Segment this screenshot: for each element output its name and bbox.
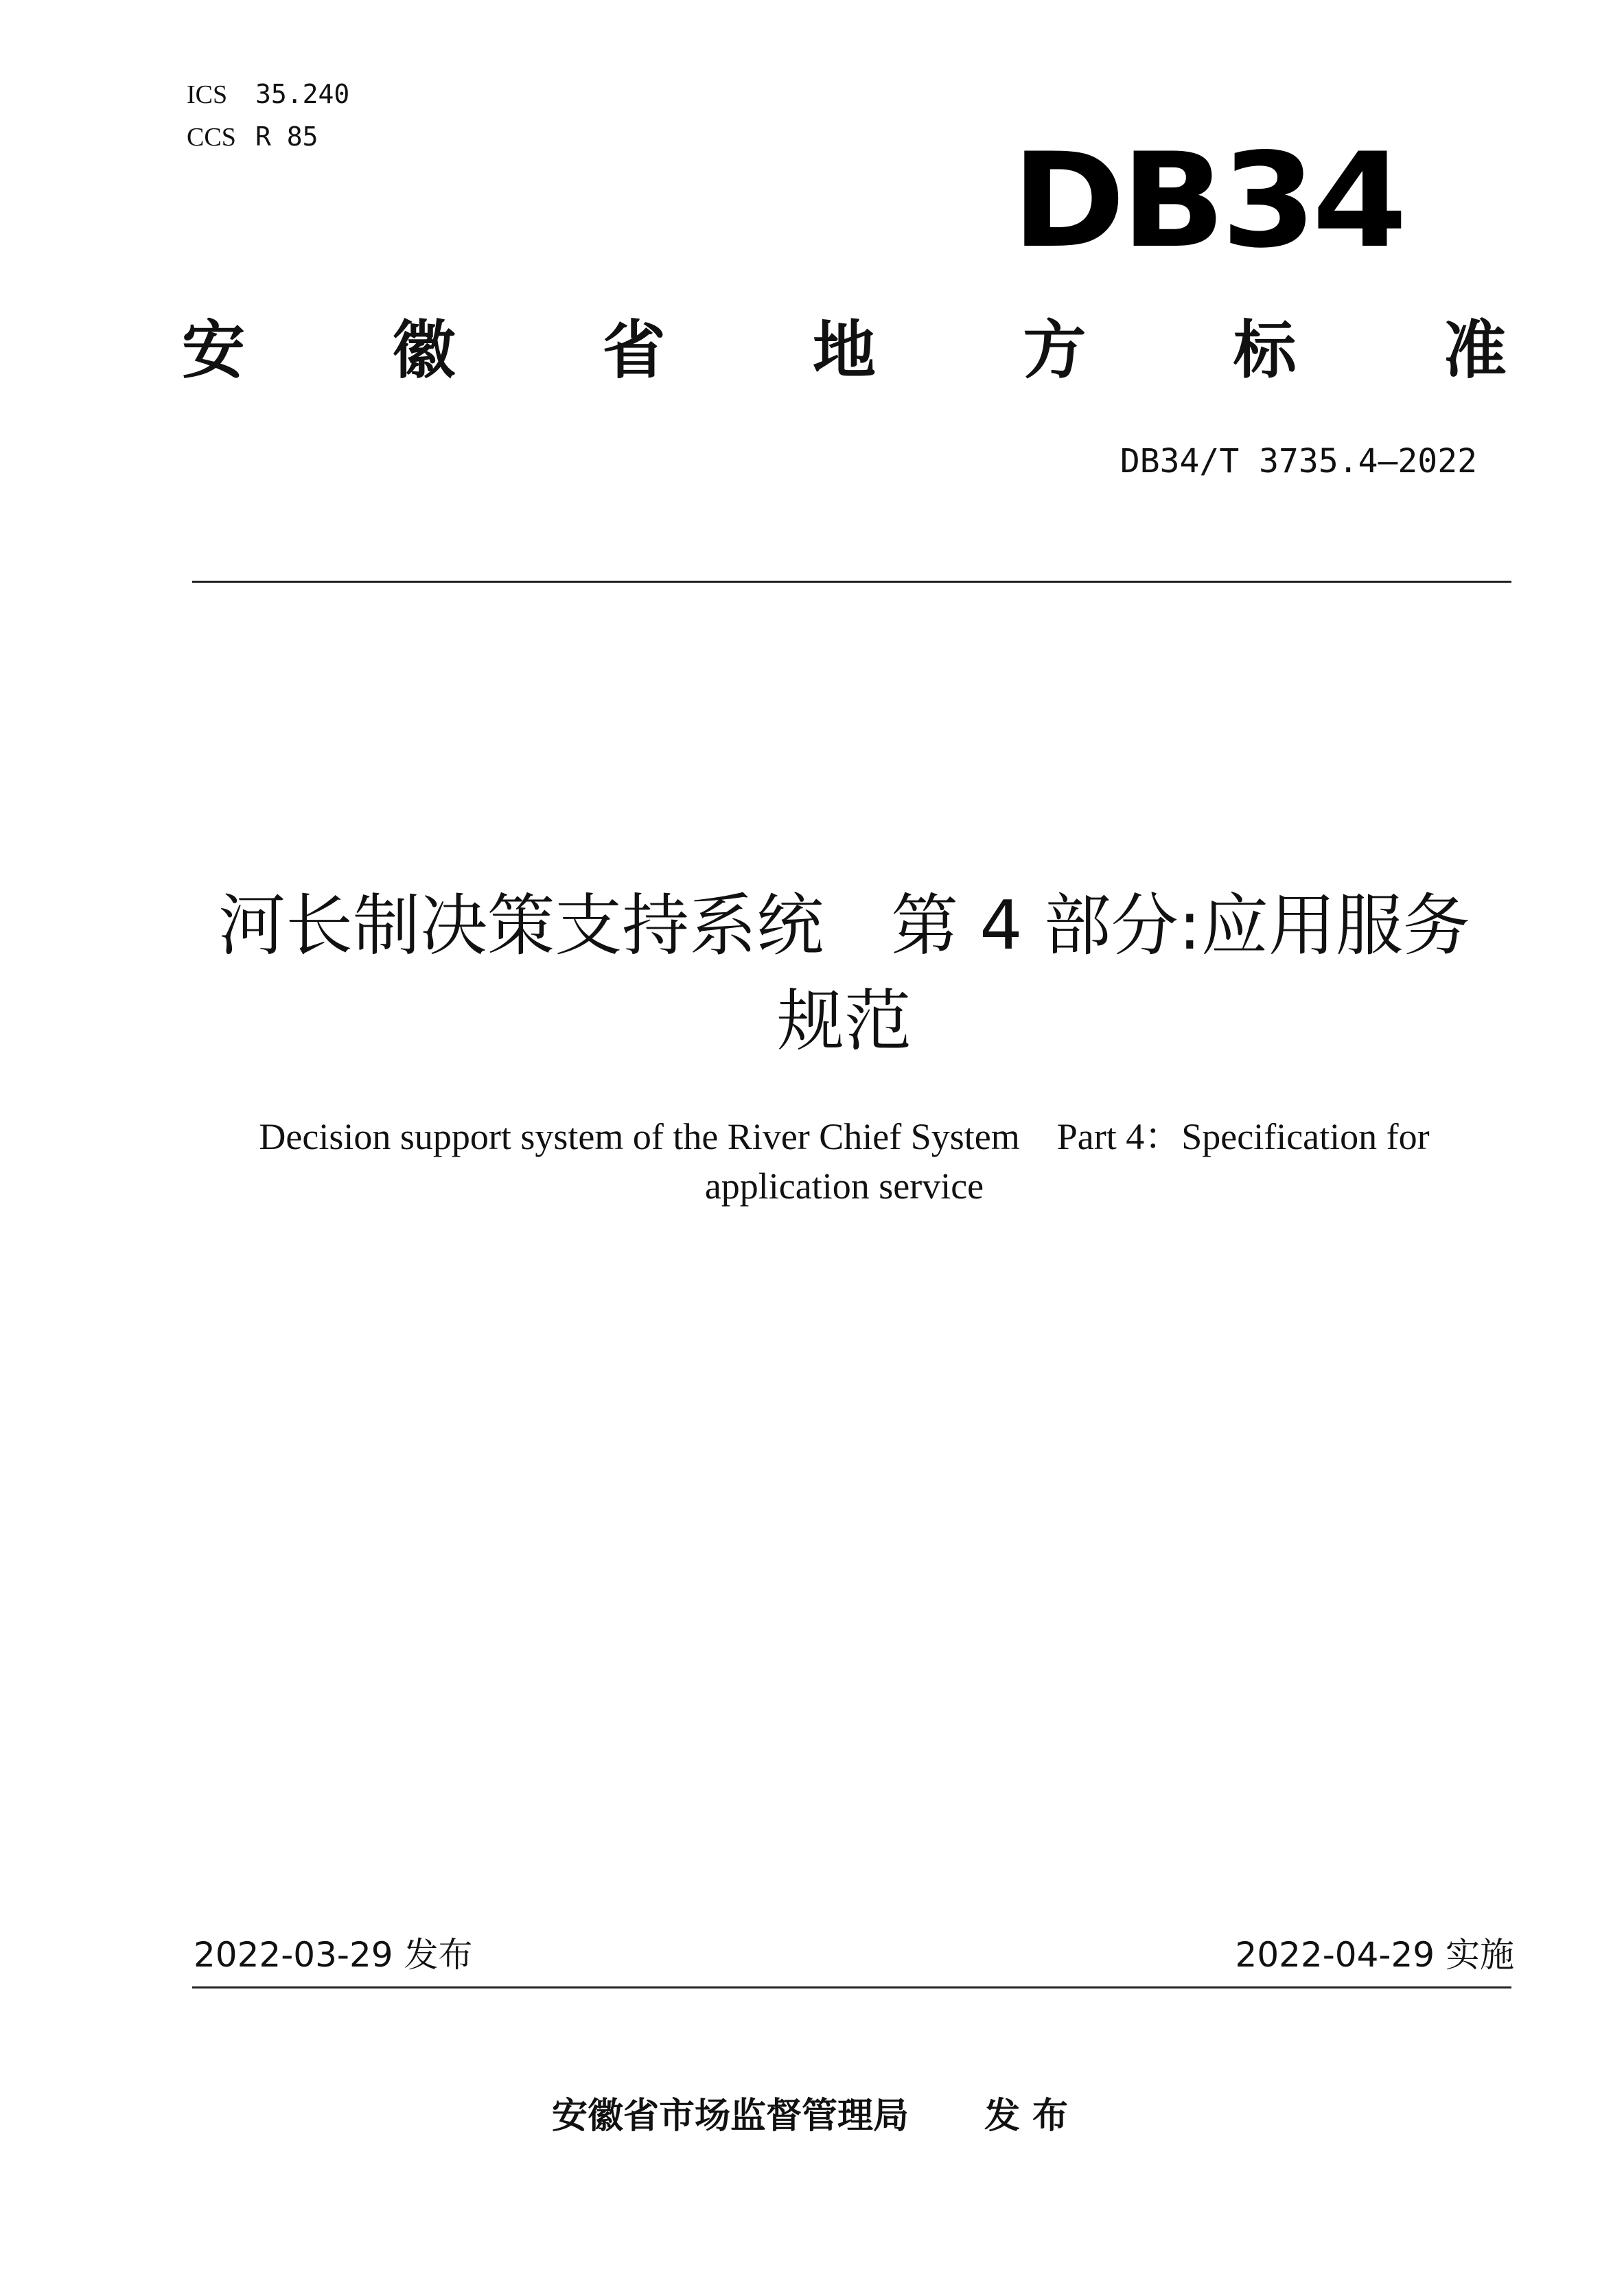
- standard-type-char: 徽: [392, 314, 456, 387]
- title-chinese-line: 河长制决策支持系统 第 4 部分:应用服务: [218, 887, 1470, 965]
- ics-code: 35.240: [255, 79, 350, 109]
- ics-label: ICS: [187, 80, 228, 109]
- standard-type-char: 地: [812, 314, 876, 387]
- top-divider: [192, 581, 1511, 583]
- issuer-name: 安徽省市场监督管理局: [551, 2096, 909, 2137]
- title-chinese: [172, 879, 1517, 1069]
- title-english-line: Decision support system of the River Chief System Part 4：Specification for: [259, 1116, 1430, 1157]
- title-chinese-line: 规范: [776, 982, 912, 1061]
- implementation-date: 2022-04-29 实施: [1235, 1935, 1514, 1975]
- ccs-classification: [187, 121, 318, 152]
- standard-type-char: 准: [1443, 314, 1507, 387]
- issuer-action: 发 布: [984, 2096, 1069, 2137]
- standard-number: DB34/T 3735.4—2022: [1120, 442, 1477, 480]
- standard-type-heading: [182, 316, 1507, 385]
- title-english-line: application service: [704, 1166, 984, 1207]
- standard-type-char: 省: [602, 314, 666, 387]
- ccs-code: R 85: [255, 121, 318, 152]
- standard-type-char: 安: [182, 314, 246, 387]
- issuer: [343, 2095, 1277, 2137]
- db34-logo: DB34: [1012, 125, 1404, 277]
- title-english: [172, 1112, 1517, 1211]
- ccs-label: CCS: [187, 123, 236, 152]
- ics-classification: [187, 81, 349, 108]
- issue-date: 2022-03-29 发布: [194, 1935, 473, 1975]
- bottom-divider: [192, 1986, 1511, 1988]
- standard-type-char: 标: [1233, 314, 1297, 387]
- standard-type-char: 方: [1023, 314, 1087, 387]
